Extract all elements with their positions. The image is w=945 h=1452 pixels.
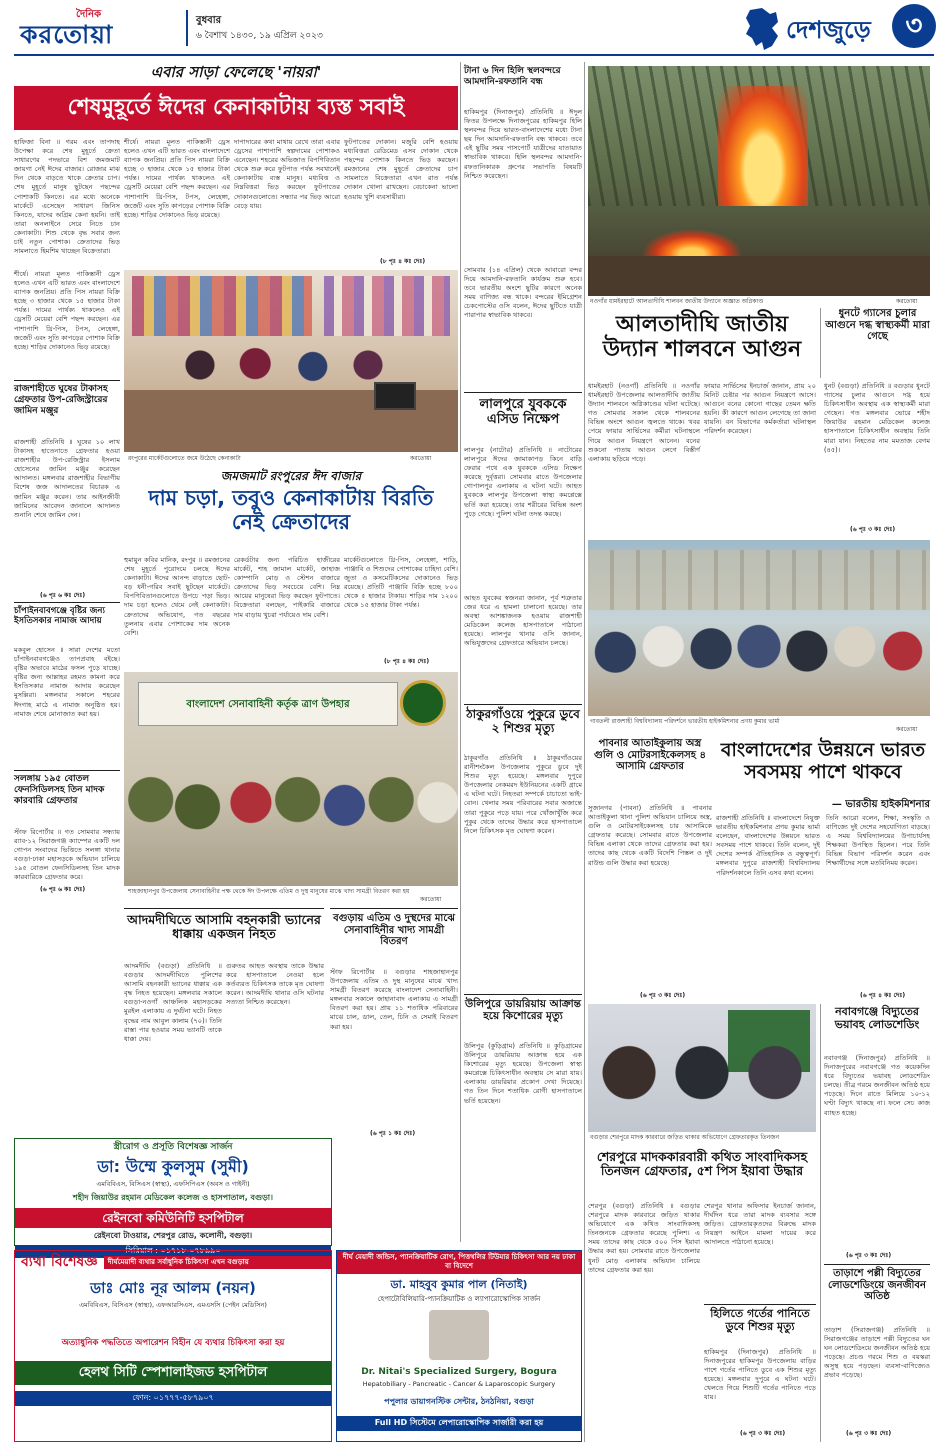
- sherpur-body-col2: শেরপুর থানার অফিসার ইনচার্জ জানান, দীর্ঘদিন ধরে তারা মাদক ব্যবসার সঙ্গে জড়িত। গ্রেফতারকৃতদের বিরুদ্ধে মাদক নিয়ন্ত্রণ আইনে মামলা দায়ের করে আদালতে পাঠানো হয়েছে।: [704, 1202, 816, 1247]
- rule-ulipur: [464, 994, 582, 995]
- tarash-continued: (৬ পৃঃ ৩ কঃ দেঃ): [846, 1430, 892, 1437]
- ad-pain-name: ডাঃ মোঃ নূর আলম (নয়ন): [90, 1278, 256, 1297]
- pabna-headline-box: [588, 738, 712, 800]
- adamdighi-body-col2: গুরুতর আহত অবস্থায় তাকে উদ্ধার করে হাসপাতালে নেওয়া হলে কর্তব্যরত চিকিৎসক তাকে মৃত ঘোষণা করেন। আদমদীঘি থানার ওসি ঘটনার সত্যতা নিশ্চিত করেছেন।: [226, 962, 324, 1007]
- rajshahi-body: রাজশাহী প্রতিনিধি ॥ ঘুষের ১০ লাখ টাকাসহ হাতেনাতে গ্রেফতার হওয়া রাজশাহীর উপ-রেজিস্ট্রার ইসলাম হোসেনের জামিন মঞ্জুর করেছেন আদালত। মঙ্গলবার রাজশাহীর বিভাগীয় বিশেষ জজ আদালতের বিচারক এ জামিন মঞ্জুর করেন। তার আইনজীবী জামিনের আবেদন জানালে আদালত শুনানি শেষে জামিন দেন।: [14, 438, 120, 519]
- lead-body-col2: শীর্ষে। নায়রা মূলত পাকিস্তানী ড্রেস হলেও এখন এটি ভারত এবং বাংলাদেশে ব্যাপক জনপ্রিয়। প্রতি পিস নায়রা বিক্রি হচ্ছে ৩ হাজার থেকে ১৫ হাজার টাকা পর্যন্ত। দামের পার্থক্য থাকলেও এই ড্রেসটি মেয়েরা বেশি পছন্দ করছেন। এর পাশাপাশি থ্রি-পিস, টপস, লেহেঙ্গা, জর্জেট এবং সুতি কাপড়ের পোশাক বিক্রি হচ্ছে। শাড়ির দোকানেও ভিড় রয়েছে।: [124, 138, 230, 219]
- rule-salanga: [14, 770, 120, 771]
- acid-body2: আহত যুবকের স্বজনরা জানান, পূর্ব শত্রুতার জের ধরে এ হামলা চালানো হয়েছে। তার অবস্থা আশঙ্কাজনক হওয়ায় রাজশাহী মেডিকেল কলেজ হাসপাতালে পাঠানো হয়েছে। লালপুর থানার ওসি জানান, অভিযুক্তদের গ্রেফতারে অভিযান চলছে।: [464, 594, 582, 648]
- weekday: বুধবার: [196, 15, 222, 26]
- pond-headline: ঠাকুরগাঁওয়ে পুকুরে ডুবে ২ শিশুর মৃত্যু: [466, 707, 580, 735]
- tarash-body: তাড়াশ (সিরাজগঞ্জ) প্রতিনিধি ॥ সিরাজগঞ্জের তাড়াশে পল্লী বিদ্যুতের ঘন ঘন লোডশেডিংয়ে জনজীবন অতিষ্ঠ হয়ে পড়েছে। প্রচণ্ড গরমে শিশু ও বয়স্করা অসুস্থ হয়ে পড়ছেন। ব্যবসা-বাণিজ্যেও প্রভাব পড়েছে।: [824, 1326, 930, 1380]
- ad-surgery-name: ডা. মাহবুব কুমার পাল (নিতাই): [390, 1277, 528, 1291]
- ad-pain-line: অত্যাধুনিক পদ্ধতিতে অপারেশন বিহীন যে ব্যথার চিকিৎসা করা হয়: [61, 1337, 285, 1348]
- rule-tarash: [824, 1264, 930, 1265]
- adamdighi-body-col1: আদমদীঘি (বগুড়া) প্রতিনিধি ॥ বগুড়ার আদমদীঘিতে পুলিশের আসামি বহনকারী ভ্যানের ধাক্কায় এক বৃদ্ধ নিহত হয়েছেন। মঙ্গলবার সকালে বগুড়া-নওগাঁ আঞ্চলিক মহাসড়কের মুরইল এলাকায় এ দুর্ঘটনা ঘটে। নিহত বৃদ্ধের নাম আবুল কালাম (৭০)। তিনি রাস্তা পার হওয়ার সময় ভ্যানটি তাকে ধাক্কা দেয়।: [124, 962, 222, 1043]
- paper-name: করতোয়া: [20, 20, 114, 49]
- ad-gynae-name: ডা: উম্মে কুলসুম (সুমী): [97, 1157, 249, 1177]
- food-headline-box: [330, 908, 458, 964]
- hili-headline: হিলিতে গর্তের পানিতে ডুবে শিশুর মৃত্যু: [710, 1307, 810, 1333]
- ad-gynae-degree: এমবিবিএস, বিসিএস (স্বাস্থ্য), এফসিপিএস (অবস ও গাইনী): [96, 1179, 250, 1188]
- nawabganj-headline: নবাবগঞ্জে বিদ্যুতের ভয়াবহ লোডশেডিং: [834, 1005, 920, 1031]
- india-photo-credit: করতোয়া: [896, 726, 918, 733]
- rule-pond: [464, 704, 582, 705]
- lead-photo-caption: রংপুরের মার্কেটগুলোতে জমে উঠেছে কেনাকাটা: [128, 455, 241, 462]
- ad-gynae-block: [14, 1138, 332, 1256]
- gas-continued: (৬ পৃঃ ৩ কঃ দেঃ): [850, 526, 896, 533]
- ad-surgery-photo: [429, 1310, 489, 1360]
- ad-pain: [14, 1250, 332, 1442]
- ad-gynae-bar: রেইনবো কমিউনিটি হসপিটাল: [15, 1208, 331, 1228]
- hili-port-body: হাকিমপুর (দিনাজপুর) প্রতিনিধি ॥ ঈদুল ফিতর উপলক্ষে দিনাজপুরের হাকিমপুর হিলি স্থলবন্দর দিয়ে ভারত-বাংলাদেশের মধ্যে টানা ছয় দিন আমদানি-রফতানি বন্ধ থাকবে। তবে এই ছুটির সময় পাসপোর্ট যাত্রীদের যাতায়াত স্বাভাবিক থাকবে। হিলি স্থলবন্দর আমদানি-রফতানিকারক গ্রুপের সভাপতি বিষয়টি নিশ্চিত করেছেন।: [464, 108, 582, 180]
- col-divider-2: [584, 62, 585, 1442]
- masthead-divider: [186, 10, 188, 46]
- adamdighi-headline: আদমদীঘিতে আসামি বহনকারী ভ্যানের ধাক্কায় একজন নিহত: [127, 912, 321, 942]
- pabna-continued: (৬ পৃঃ ৩ কঃ দেঃ): [640, 992, 686, 999]
- lead-photo-shelves: [132, 276, 312, 336]
- sherpur-photo-caption: বগুড়ার শেরপুরে মাদক কারবারে জড়িত থাকার অভিযোগে গ্রেফতারকৃত তিনজন: [590, 1134, 780, 1141]
- hili-body: হাকিমপুর (দিনাজপুর) প্রতিনিধি ॥ দিনাজপুরের হাকিমপুর উপজেলায় বাড়ির পাশে গর্তের পানিতে ডুবে এক শিশুর মৃত্যু হয়েছে। মঙ্গলবার দুপুরে এ ঘটনা ঘটে। খেলতে গিয়ে শিশুটি গর্তের পানিতে পড়ে যায়।: [704, 1348, 816, 1402]
- gas-headline: ধুনটে গ্যাসের চুলার আগুনে দগ্ধ স্বাস্থ্যকর্মী মারা গেছে: [825, 308, 930, 342]
- fire-photo-flames: [718, 86, 808, 206]
- date-line: ৬ বৈশাখ ১৪৩০, ১৯ এপ্রিল ২০২৩: [196, 30, 323, 41]
- rule-hili: [704, 1304, 816, 1305]
- ad-gynae-address: রেইনবো টাওয়ার, শেরপুর রোড, কলোনী, বগুড়া।: [93, 1231, 253, 1241]
- masthead: [0, 0, 945, 56]
- fire-headline: আলতাদীঘি জাতীয় উদ্যান শালবনে আগুন: [602, 312, 802, 363]
- india-photo: [588, 540, 930, 716]
- india-photo-caption: গাবতলী রাজশাহী বিশ্ববিদ্যালয় পরিদর্শনে ভারতীয় হাইকমিশনার প্রণয় কুমার ভার্মা: [590, 718, 780, 725]
- ad-surgery-hospital2: Hepatobiliary - Pancreatic - Cancer & Laparoscopic Surgery: [362, 1380, 556, 1389]
- food-continued: (৬ পৃঃ ১ কঃ দেঃ): [370, 1130, 416, 1137]
- ad-pain-phone: ফোন: ০১৭৭৭-৫৮৭৯০৭: [15, 1391, 331, 1406]
- army-photo-banner: [138, 682, 398, 726]
- lead-photo-credit: করতোয়া: [410, 455, 432, 462]
- ad-surgery-top: দীর্ঘ মেয়াদী জন্ডিস, প্যানক্রিয়াটিক রোগ, পিত্তথলির টিউমার চিকিৎসা আর নয় ঢাকা বা বিদেশে: [337, 1251, 581, 1274]
- ad-surgery: [336, 1250, 582, 1442]
- section-name: দেশজুড়ে: [786, 16, 871, 44]
- ad-pain-title: ব্যথা বিশেষজ্ঞ: [21, 1254, 98, 1270]
- bangladesh-map-icon: [742, 6, 782, 52]
- pabna-body: সুজানগর (পাবনা) প্রতিনিধি ॥ পাবনার আতাইকুলা থানা পুলিশ অভিযান চালিয়ে অস্ত্র, গুলি ও মোটরসাইকেলসহ চার আসামিকে গ্রেফতার করেছে। সোমবার রাতে উপজেলার বিভিন্ন এলাকা থেকে তাদের গ্রেফতার করা হয়। তাদের কাছ থেকে একটি বিদেশি পিস্তল ও দুই রাউন্ড গুলি উদ্ধার করা হয়েছে।: [588, 804, 712, 867]
- gas-headline-box: [820, 308, 930, 378]
- ad-surgery-bottom: Full HD সিস্টেমে লেপারোস্কোপিক সার্জারী করা হয়: [337, 1416, 581, 1431]
- hili-continued: (৬ পৃঃ ৩ কঃ দেঃ): [740, 1430, 786, 1437]
- lead-continued: (৮ পৃঃ ৪ কঃ দেঃ): [380, 258, 426, 265]
- chapai-headline: চাঁপাইনবাবগঞ্জে বৃষ্টির জন্য ইসতিসকার নামাজ আদায়: [14, 606, 105, 627]
- rajshahi-continued: (৬ পৃঃ ৬ কঃ দেঃ): [40, 592, 86, 599]
- india-continued: (৬ পৃঃ ৪ কঃ দেঃ): [860, 992, 906, 999]
- army-photo-caption: শাহজাহানপুর উপজেলায় সেনাবাহিনীর পক্ষ থেকে ঈদ উপলক্ষে এতিম ও দুস্থ মানুষের মাঝে খাদ্য সামগ্রী বিতরণ করা হয়: [128, 888, 410, 895]
- sherpur-headline: শেরপুরে মাদককারবারী কথিত সাংবাদিকসহ তিনজন গ্রেফতার, ৫শ পিস ইয়াবা উদ্ধার: [596, 1149, 808, 1179]
- fire-body-col2: ফায়ার সার্ভিসের ইনচার্জ জানান, প্রায় ২০ মিনিট চেষ্টার পর আগুন নিয়ন্ত্রণে আসে। আগুনে বনের কোনো গাছের তেমন ক্ষতি হয়নি। কী কারণে আগুন লেগেছে তা জানা যায়নি। বন বিভাগের কর্মকর্তারা ঘটনাস্থল পরিদর্শন করেছেন।: [704, 382, 816, 436]
- lead-body-col1: হাফিজা বিনা ॥ গরম এবং তাপদাহ উপেক্ষা করে শেষ মুহূর্তে ক্রেতা সাধারণের পদভারে বিশ জমজমাট জায়গা নেই ঈদের বাজার। রোজার মাঝ দিন থেকে বাড়তে থাকে ক্রেতার চাপ। শেষ মুহূর্তে মানুষ ছুটছেন পছন্দের পোশাকটি কিনতে। এর মধ্যে অনেকে মার্কেটে এসেছেন সাধারণ জিনিস কিনতে, যাদের অগ্রিম কেনা হয়নি। তাই তারা অনলাইনে সেরে নিতে চান কেনাকাটা। শিশু থেকে বৃদ্ধ সবার জন্য চাই নতুন পোশাক। ক্রেতাদের ভিড় সামলাতে হিমশিম খাচ্ছেন বিক্রেতারা।: [14, 138, 120, 256]
- rangpur-body-col2: রেকর্ডটার জন্য পরিচিত হাজীরের মার্কেট, শাহ জামাল মার্কেট, জাহাজ কোম্পানি মোড় ও স্টেশন বাজারে ক্রেতাদের ভিড় সবচেয়ে বেশি। নিম্ন আয়ের মানুষেরা ভিড় করছেন ফুটপাতে। বিক্রেতারা বলছেন, পাইকারি বাজারে দাম বাড়ায় খুচরা পর্যায়েও দাম বেশি।: [234, 556, 340, 619]
- rule-acid: [464, 392, 582, 393]
- ad-gynae-phone: সিরিয়াল : ০১৭১৮-০৭৮৯৯০: [15, 1245, 331, 1258]
- food-body: স্টাফ রিপোর্টার ॥ বগুড়ার শাহজাহানপুর উপজেলায় এতিম ও দুস্থ মানুষের মাঝে খাদ্য সামগ্রী বিতরণ করেছে বাংলাদেশ সেনাবাহিনী। মঙ্গলবার সকালে জাহানাবাদ এলাকায় এ সামগ্রী বিতরণ করা হয়। প্রায় ১১ শতাধিক পরিবারের মাঝে চাল, ডাল, তেল, চিনি ও সেমাই বিতরণ করা হয়।: [330, 968, 458, 1031]
- salanga-body: স্টাফ রিপোর্টার ॥ গত সোমবার সন্ধ্যায় র‌্যাব-১২ সিরাজগঞ্জ ক্যাম্পের একটি দল গোপন সংবাদের ভিত্তিতে সলঙ্গা থানার বগুড়া-ঢাকা মহাসড়কে অভিযান চালিয়ে ১৯৫ বোতল ফেনসিডিলসহ তিন মাদক কারবারিকে গ্রেফতার করে।: [14, 828, 120, 882]
- salanga-continued: (৬ পৃঃ ৬ কঃ দেঃ): [40, 886, 86, 893]
- page-number: ৩: [892, 4, 936, 48]
- salanga-headline: সলঙ্গায় ১৯৫ বোতল ফেনসিডিলসহ তিন মাদক কারবারি গ্রেফতার: [14, 774, 105, 806]
- fire-photo-ground: [588, 256, 930, 296]
- lead-kicker: এবার সাড়া ফেলেছে 'নায়রা': [150, 63, 322, 81]
- nawabganj-body: নবাবগঞ্জ (দিনাজপুর) প্রতিনিধি ॥ দিনাজপুরের নবাবগঞ্জে গত কয়েকদিন ধরে বিদ্যুতের ভয়াবহ লোডশেডিং চলছে। তীব্র গরমে জনজীবন অতিষ্ঠ হয়ে পড়েছে। দিনে রাতে মিলিয়ে ১০-১২ ঘণ্টা বিদ্যুৎ থাকছে না। ফলে সেচ কাজ ব্যাহত হচ্ছে।: [824, 1054, 930, 1117]
- india-headline: বাংলাদেশের উন্নয়নে ভারত সবসময় পাশে থাকবে: [720, 739, 926, 783]
- army-photo-credit: করতোয়া: [420, 896, 442, 903]
- rangpur-continued: (৮ পৃঃ ৪ কঃ দেঃ): [384, 658, 430, 665]
- india-body-col1: রাজশাহী প্রতিনিধি ॥ বাংলাদেশে নিযুক্ত ভারতীয় হাইকমিশনার প্রণয় কুমার ভার্মা বলেছেন, বাংলাদেশের উন্নয়নে ভারত সবসময় পাশে থাকবে। তিনি বলেন, দুই দেশের সম্পর্ক ঐতিহাসিক ও বন্ধুত্বপূর্ণ। মঙ্গলবার দুপুরে রাজশাহী বিশ্ববিদ্যালয় পরিদর্শনকালে তিনি এসব কথা বলেন।: [716, 814, 820, 877]
- ad-surgery-center: পপুলার ডায়াগনস্টিক সেন্টার, ঠনঠনিয়া, বগুড়া: [384, 1397, 534, 1407]
- india-subhead: — ভারতীয় হাইকমিশনার: [831, 799, 930, 810]
- paper-logo: [20, 8, 172, 50]
- ad-pain-degree: এমবিবিএস, বিসিএস (স্বাস্থ্য), এফআরসিএস, এমএসসি (পেইন মেডিসিন): [79, 1301, 267, 1310]
- paper-name-small: দৈনিক: [76, 9, 102, 20]
- ad-pain-sub: দীর্ঘমেয়াদী ব্যথার সর্বাধুনিক চিকিৎসা এখন বগুড়ায়: [104, 1256, 331, 1269]
- india-body-col2: তিনি আরো বলেন, শিক্ষা, সংস্কৃতি ও বাণিজ্যে দুই দেশের সহযোগিতা বাড়ছে। এ সময় বিশ্ববিদ্যালয়ের উপাচার্যসহ শিক্ষকরা উপস্থিত ছিলেন। পরে তিনি বিভিন্ন বিভাগ পরিদর্শন করেন এবং শিক্ষার্থীদের সঙ্গে মতবিনিময় করেন।: [826, 814, 930, 868]
- tarash-headline: তাড়াশে পল্লী বিদ্যুতের লোডশেডিংয়ে জনজীবন অতিষ্ঠ: [828, 1268, 926, 1302]
- nawabganj-continued: (৬ পৃঃ ৩ কঃ দেঃ): [846, 1252, 892, 1259]
- rajshahi-headline: রাজশাহীতে ঘুষের টাকাসহ গ্রেফতার উপ-রেজিস্ট্রারের জামিন মঞ্জুর: [14, 384, 108, 416]
- gas-body: ধুনট (বগুড়া) প্রতিনিধি ॥ বগুড়ার ধুনটে গ্যাসের চুলার আগুনে দগ্ধ হয়ে চিকিৎসাধীন অবস্থায় এক স্বাস্থ্যকর্মী মারা গেছেন। গত মঙ্গলবার ভোরে শহীদ জিয়াউর রহমান মেডিকেল কলেজ হাসপাতালে চিকিৎসাধীন অবস্থায় তিনি মারা যান। নিহতের নাম মমতাজ বেগম (৪৫)।: [824, 382, 930, 454]
- ad-surgery-spec: হেপাটোবিলিয়ারি-প্যানক্রিয়াটিক ও ল্যাপারোস্কোপিক সার্জন: [377, 1294, 541, 1303]
- food-headline: বগুড়ায় এতিম ও দুস্থদের মাঝে সেনাবাহিনীর খাদ্য সামগ্রী বিতরণ: [333, 913, 455, 947]
- lead-headline: শেষমুহূর্তে ঈদের কেনাকাটায় ব্যস্ত সবাই: [14, 86, 458, 130]
- pond-body: ঠাকুরগাঁও প্রতিনিধি ॥ ঠাকুরগাঁওয়ের রানীশংকৈল উপজেলায় পুকুরে ডুবে দুই শিশুর মৃত্যু হয়েছে। মঙ্গলবার দুপুরে উপজেলার নেকমরদ ইউনিয়নের একটি গ্রামে এ ঘটনা ঘটে। নিহতরা সম্পর্কে চাচাতো ভাই-বোন। খেলার সময় পরিবারের সবার অজান্তে তারা পুকুরে পড়ে যায়। পরে খোঁজাখুঁজি করে পুকুর থেকে তাদের উদ্ধার করে হাসপাতালে নিলে চিকিৎসক মৃত ঘোষণা করেন।: [464, 754, 582, 835]
- rangpur-body-col1: হুমায়ুন কবির মানিক, রংপুর ॥ রমজানের শেষ মুহূর্তে পুরোদমে চলছে ঈদের কেনাকাটা। ঈদের আনন্দ বাড়াতে ছোট-বড় ধনী-গরিব সবাই ছুটছেন মার্কেটে। বিপণিবিতানগুলোতে উপচে পড়া ভিড়। দাম চড়া হলেও থেমে নেই কেনাকাটা। ক্রেতাদের অভিযোগ, গত বছরের তুলনায় এবার পোশাকের দাম অনেক বেশি।: [124, 556, 230, 637]
- army-emblem-icon: [400, 680, 446, 726]
- rule-chapai: [14, 602, 120, 603]
- hili-port-headline: টানা ৬ দিন হিলি স্থলবন্দরে আমদানি-রফতানি বন্ধ: [464, 66, 561, 87]
- lead-photo: [124, 270, 458, 452]
- lead-photo-people: [164, 344, 404, 414]
- chapai-body: মকবুল হোসেন ॥ সারা দেশের মতো চাঁপাইনবাবগঞ্জেও তাপপ্রবাহ বইছে। বৃষ্টির অভাবে মাঠের ফসল পুড়ে যাচ্ছে। বৃষ্টির জন্য আল্লাহর রহমত কামনা করে ইসতিসকার নামাজ আদায় করেছেন মুসল্লিরা। মঙ্গলবার সকালে শহরের ঈদগাহ মাঠে এ নামাজ অনুষ্ঠিত হয়। নামাজ শেষে মোনাজাত করা হয়।: [14, 646, 120, 718]
- lead-photo-shelves-right: [324, 276, 450, 336]
- lead-body-col4: ফুটপাতের দোকান। মজুরি বেশি হওয়ায় মধ্যবিত্তরা রেডিমেড এসব দোকান থেকে পছন্দের পোশাক কিনতে ভিড় করছেন। রমজানের শেষ মুহূর্তে ক্রেতাদের চাপ সামলাতে বিক্রেতারা এখন রাত পর্যন্ত দোকান খোলা রাখছেন। বেচাকেনা ভালো হওয়ায় খুশি ব্যবসায়ীরা।: [344, 138, 458, 201]
- ad-surgery-hospital: Dr. Nitai's Specialized Surgery, Bogura: [361, 1367, 557, 1378]
- adamdighi-headline-box: [124, 908, 324, 956]
- lead-body-left-extra: শীর্ষে। নায়রা মূলত পাকিস্তানী ড্রেস হলেও এখন এটি ভারত এবং বাংলাদেশে ব্যাপক জনপ্রিয়। প্রতি পিস নায়রা বিক্রি হচ্ছে ৩ হাজার থেকে ১৫ হাজার টাকা পর্যন্ত। দামের পার্থক্য থাকলেও এই ড্রেসটি মেয়েরা বেশি পছন্দ করছেন। এর পাশাপাশি থ্রি-পিস, টপস, লেহেঙ্গা, জর্জেট এবং সুতি কাপড়ের পোশাক বিক্রি হচ্ছে। শাড়ির দোকানেও ভিড় রয়েছে।: [14, 270, 120, 351]
- sherpur-photo: [588, 1004, 816, 1132]
- army-photo-people: [124, 742, 458, 886]
- fire-photo-caption: নওগাঁর ধামইরহাটে আলতাদীঘি শালবন জাতীয় উদ্যানে অজ্ঞাত অগ্নিকাণ্ড: [590, 298, 764, 305]
- sherpur-photo-people: [588, 1024, 816, 1132]
- rangpur-body-col3: মার্কেটগুলোতে থ্রি-পিস, লেহেঙ্গা, শাড়ি, পাঞ্জাবি ও শিশুদের পোশাকের চাহিদা বেশি। জুতা ও কসমেটিকসের দোকানেও ভিড় রয়েছে। প্রতিটি পাঞ্জাবি বিক্রি হচ্ছে ৮০০ থেকে ৫ হাজার টাকায়। শাড়ির দাম ১২০০ থেকে ১৫ হাজার টাকা পর্যন্ত।: [344, 556, 458, 610]
- ad-gynae-hospital: শহীদ জিয়াউর রহমান মেডিকেল কলেজ ও হাসপাতাল, বগুড়া।: [73, 1192, 273, 1202]
- ulipur-body: উলিপুর (কুড়িগ্রাম) প্রতিনিধি ॥ কুড়িগ্রামের উলিপুরে ডায়রিয়ায় আক্রান্ত হয়ে এক কিশোরের মৃত্যু হয়েছে। উপজেলা স্বাস্থ্য কমপ্লেক্সে চিকিৎসাধীন অবস্থায় সে মারা যায়। এলাকায় ডায়রিয়ার প্রকোপ দেখা দিয়েছে। গত তিন দিনে শতাধিক রোগী হাসপাতালে ভর্তি হয়েছেন।: [464, 1042, 582, 1105]
- rule-rajshahi: [14, 380, 120, 381]
- india-photo-people: [588, 600, 930, 716]
- fire-photo: [588, 66, 930, 296]
- hili-port-body2: সোমবার (১৪ এপ্রিল) থেকে আবারো বন্দর দিয়ে আমদানি-রফতানি কার্যক্রম শুরু হবে। তবে ভারতীয় অংশে ছুটির কারণে অনেক সময় বাণিজ্য বন্ধ থাকে। বন্দরের ইমিগ্রেশন চেকপোস্টের ওসি বলেন, ঈদের ছুটিতে যাত্রী পারাপার স্বাভাবিক থাকবে।: [464, 266, 582, 320]
- rangpur-kicker: জমজমাট রংপুরের ঈদ বাজার: [220, 469, 362, 483]
- sherpur-body-col1: শেরপুর (বগুড়া) প্রতিনিধি ॥ বগুড়ার শেরপুরে মাদক কারবারে জড়িত থাকার অভিযোগে এক কথিত সাংবাদিকসহ তিনজনকে গ্রেফতার করেছে পুলিশ। এ সময় তাদের কাছ থেকে ৫০০ পিস ইয়াবা উদ্ধার করা হয়। সোমবার রাতে উপজেলার ধুনট মোড় এলাকায় অভিযান চালিয়ে তাদের গ্রেফতার করা হয়।: [588, 1202, 700, 1274]
- army-banner-text: বাংলাদেশ সেনাবাহিনী কর্তৃক ত্রাণ উপহার: [186, 699, 350, 710]
- ad-gynae-title: স্ত্রীরোগ ও প্রসূতি বিশেষজ্ঞ সার্জন: [113, 1142, 233, 1152]
- army-photo: [124, 672, 458, 886]
- masthead-rule: [14, 54, 934, 56]
- pabna-headline: পাবনার আতাইকুলায় অস্ত্র গুলি ও মোটরসাইকেলসহ ৪ আসামি গ্রেফতার: [594, 738, 706, 772]
- lead-photo-monitor: [374, 382, 416, 410]
- rangpur-headline: দাম চড়া, তবুও কেনাকাটায় বিরতি নেই ক্রেতাদের: [148, 486, 434, 535]
- lead-body-col3: দাপাদারের কথা মাথায় রেখে তারা এবার ড্রেসের পাশাপাশি স্বল্পদামের পোশাকও এনেছেন। শহরের অভিজাত বিপণিবিতান থেকে শুরু করে ফুটপাত পর্যন্ত সবখানেই কেনাকাটায় ব্যস্ত মানুষ। মধ্যবিত্ত ও নিম্নবিত্তরা ভিড় করছেন ফুটপাতের দোকানগুলোতে। সন্ধ্যার পর ভিড় আরো বেড়ে যায়।: [234, 138, 340, 210]
- fire-body-col1: ধামইরহাট (নওগাঁ) প্রতিনিধি ॥ নওগাঁর ধামইরহাট উপজেলার আলতাদীঘি জাতীয় উদ্যান শালবনে অগ্নিকাণ্ডের ঘটনা ঘটেছে। গত সোমবার সকাল থেকে শালবনের বিভিন্ন অংশে আগুন জ্বলতে থাকে। খবর পেয়ে ফায়ার সার্ভিসের কর্মীরা ঘটনাস্থলে গিয়ে আগুন নিয়ন্ত্রণে আনেন। বনের শুকনো পাতায় আগুন লেগে বিস্তীর্ণ এলাকায় ছড়িয়ে পড়ে।: [588, 382, 700, 463]
- col-divider-1: [460, 62, 461, 1242]
- col-divider-3: [820, 1004, 821, 1442]
- fire-photo-credit: করতোয়া: [896, 298, 918, 305]
- date-block: [196, 14, 436, 42]
- acid-body: লালপুর (নাটোর) প্রতিনিধি ॥ নাটোরের লালপুরে ঈদের জামাকাপড় কিনে বাড়ি ফেরার পথে এক যুবককে এসিড নিক্ষেপ করেছে দুর্বৃত্তরা। সোমবার রাতে উপজেলার গোপালপুর এলাকায় এ ঘটনা ঘটে। আহত যুবককে লালপুর উপজেলা স্বাস্থ্য কমপ্লেক্সে ভর্তি করা হয়েছে। তার শরীরের বিভিন্ন অংশ পুড়ে গেছে। পুলিশ ঘটনা তদন্ত করছে।: [464, 446, 582, 518]
- ad-pain-hospital: হেলথ সিটি স্পেশালাইজড হসপিটাল: [15, 1361, 331, 1385]
- acid-headline: লালপুরে যুবককে এসিড নিক্ষেপ: [479, 397, 567, 427]
- ulipur-headline: উলিপুরে ডায়রিয়ায় আক্রান্ত হয়ে কিশোরের মৃত্যু: [465, 998, 581, 1023]
